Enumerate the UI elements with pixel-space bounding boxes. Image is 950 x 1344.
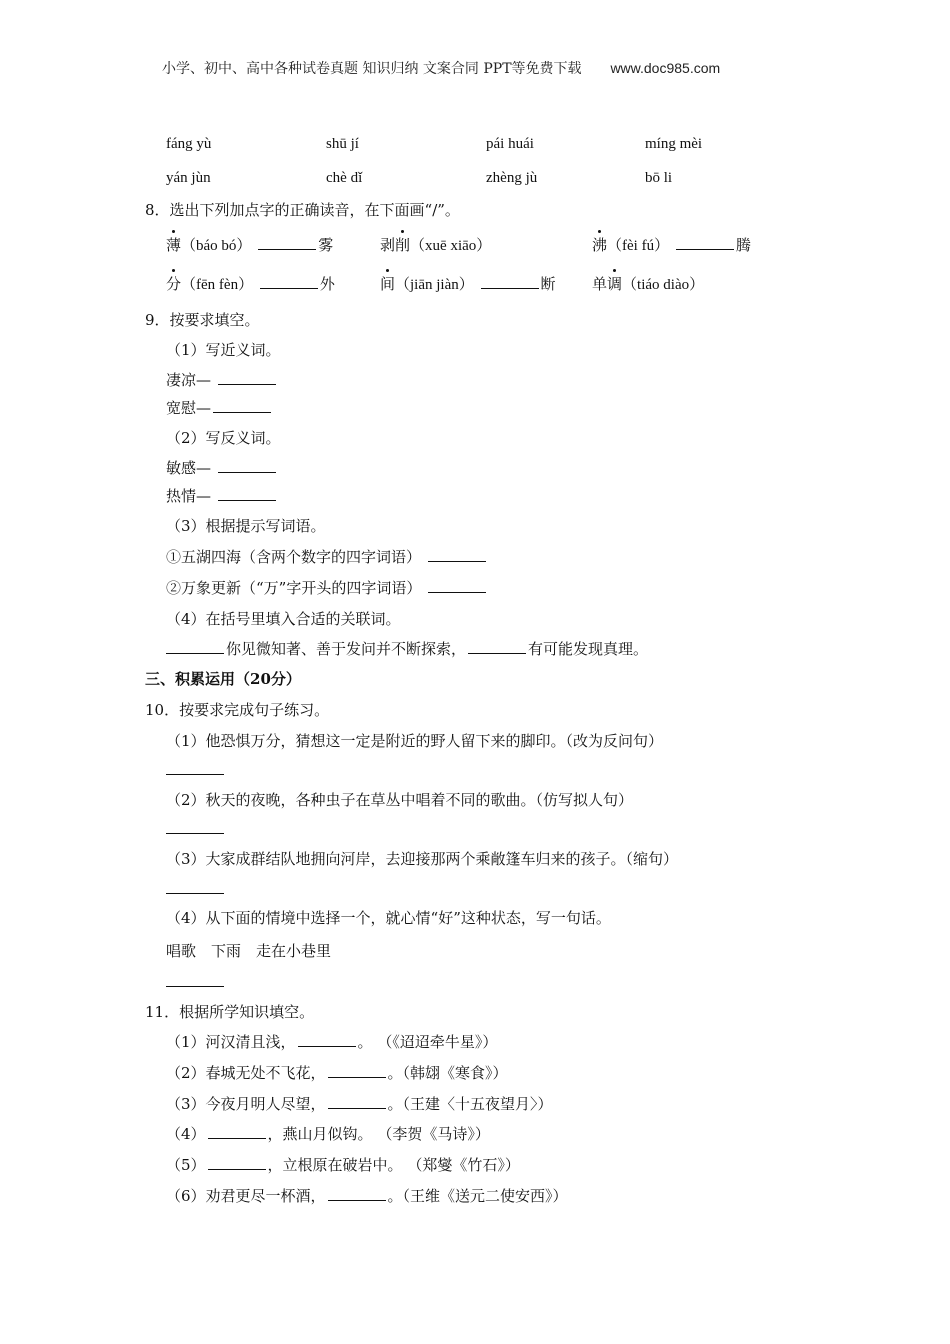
prompt-text: ②万象更新（“万”字开头的四字词语） xyxy=(166,579,422,597)
prompt-text: ①五湖四海（含两个数字的四字词语） xyxy=(166,548,422,566)
reading-options: （tiáo diào） xyxy=(622,277,705,293)
prompt-word: 宽慰— xyxy=(166,399,212,417)
prompt-word: 凄凉— xyxy=(166,371,212,389)
question-10-title: 10．按要求完成句子练习。 xyxy=(145,701,330,719)
prompt-word: 热情— xyxy=(166,487,212,505)
q9-synonym-2 xyxy=(166,398,273,418)
header-left-text: 小学、初中、高中各种试卷真题 知识归纳 文案合同 PPT等免费下载 xyxy=(162,61,582,77)
answer-blank[interactable] xyxy=(166,760,224,775)
q9-part4-label: （4）在括号里填入合适的关联词。 xyxy=(166,610,401,628)
answer-blank[interactable] xyxy=(208,1155,266,1170)
word-prefix: 单 xyxy=(592,275,608,293)
q9-idiom-1 xyxy=(166,547,488,567)
q10-sentence-2: （2）秋天的夜晚，各种虫子在草丛中唱着不同的歌曲。（仿写拟人句） xyxy=(166,791,634,809)
poem-prefix: （6）劝君更尽一杯酒， xyxy=(166,1187,326,1205)
answer-blank[interactable] xyxy=(298,1032,356,1047)
q8-item-bao xyxy=(166,235,333,256)
sentence-end: 有可能发现真理。 xyxy=(528,640,649,658)
q8-item-xue xyxy=(380,235,491,256)
poem-prefix: （5） xyxy=(166,1156,206,1174)
answer-blank[interactable] xyxy=(260,274,318,289)
poem-suffix: 。（韩翃《寒食》） xyxy=(387,1064,508,1082)
dotted-char: 薄 xyxy=(166,236,182,254)
answer-blank[interactable] xyxy=(166,639,224,654)
q9-antonym-1 xyxy=(166,458,278,478)
poem-suffix: 。 （《迢迢牵牛星》） xyxy=(357,1033,498,1051)
poem-prefix: （3）今夜月明人尽望， xyxy=(166,1095,326,1113)
q9-part1-label: （1）写近义词。 xyxy=(166,341,281,359)
q10-answer-1 xyxy=(166,760,224,780)
q9-conjunction-sentence xyxy=(166,639,648,659)
pinyin-item: yán jùn xyxy=(166,170,211,186)
word-tail: 外 xyxy=(319,275,335,293)
q9-part3-label: （3）根据提示写词语。 xyxy=(166,517,326,535)
q10-answer-4 xyxy=(166,972,224,992)
answer-blank[interactable] xyxy=(676,235,734,250)
q11-line-1 xyxy=(166,1032,497,1052)
q10-answer-2 xyxy=(166,819,224,839)
answer-blank[interactable] xyxy=(328,1094,386,1109)
pinyin-item: fáng yù xyxy=(166,136,212,152)
q11-line-6 xyxy=(166,1186,568,1206)
word-tail: 雾 xyxy=(318,236,334,254)
answer-blank[interactable] xyxy=(328,1186,386,1201)
reading-options: （xuē xiāo） xyxy=(410,238,492,254)
reading-options: （fēn fèn） xyxy=(181,277,254,293)
answer-blank[interactable] xyxy=(166,972,224,987)
dotted-char: 间 xyxy=(380,275,396,293)
answer-blank[interactable] xyxy=(166,879,224,894)
prompt-word: 敏感— xyxy=(166,459,212,477)
q10-answer-3 xyxy=(166,879,224,899)
dotted-char: 调 xyxy=(607,275,623,293)
answer-blank[interactable] xyxy=(258,235,316,250)
poem-prefix: （2）春城无处不飞花， xyxy=(166,1064,326,1082)
answer-blank[interactable] xyxy=(428,547,486,562)
q11-line-4 xyxy=(166,1124,490,1144)
answer-blank[interactable] xyxy=(468,639,526,654)
section-3-heading: 三、积累运用（20分） xyxy=(145,670,301,688)
answer-blank[interactable] xyxy=(208,1124,266,1139)
question-8-title: 8．选出下列加点字的正确读音，在下面画“/”。 xyxy=(145,201,460,219)
pinyin-item: pái huái xyxy=(486,136,534,152)
q11-line-3 xyxy=(166,1094,553,1114)
answer-blank[interactable] xyxy=(166,819,224,834)
answer-blank[interactable] xyxy=(428,578,486,593)
q9-synonym-1 xyxy=(166,370,278,390)
q10-scenario-options: 唱歌 下雨 走在小巷里 xyxy=(166,942,332,960)
answer-blank[interactable] xyxy=(218,370,276,385)
answer-blank[interactable] xyxy=(218,486,276,501)
answer-blank[interactable] xyxy=(328,1063,386,1078)
q10-sentence-4: （4）从下面的情境中选择一个，就心情“好”这种状态，写一句话。 xyxy=(166,909,611,927)
word-tail: 断 xyxy=(540,275,556,293)
q9-part2-label: （2）写反义词。 xyxy=(166,429,281,447)
poem-suffix: ，燕山月似钩。 （李贺《马诗》） xyxy=(267,1125,490,1143)
q11-line-2 xyxy=(166,1063,508,1083)
page-header xyxy=(162,58,720,79)
word-tail: 腾 xyxy=(735,236,751,254)
pinyin-item: bō li xyxy=(645,170,673,186)
answer-blank[interactable] xyxy=(218,458,276,473)
reading-options: （fèi fú） xyxy=(607,238,670,254)
reading-options: （jiān jiàn） xyxy=(395,277,474,293)
word-prefix: 剥 xyxy=(380,236,396,254)
pinyin-item: chè dǐ xyxy=(326,170,363,186)
pinyin-item: shū jí xyxy=(326,136,359,152)
q9-antonym-2 xyxy=(166,486,278,506)
question-9-title: 9．按要求填空。 xyxy=(145,311,260,329)
dotted-char: 分 xyxy=(166,275,182,293)
dotted-char: 削 xyxy=(395,236,411,254)
dotted-char: 沸 xyxy=(592,236,608,254)
q8-item-fen xyxy=(166,274,335,295)
q10-sentence-1: （1）他恐惧万分，猜想这一定是附近的野人留下来的脚印。（改为反问句） xyxy=(166,732,664,750)
q8-item-fei xyxy=(592,235,751,256)
poem-suffix: 。（王建〈十五夜望月〉） xyxy=(387,1095,553,1113)
reading-options: （báo bó） xyxy=(181,238,252,254)
q11-line-5 xyxy=(166,1155,520,1175)
question-11-title: 11．根据所学知识填空。 xyxy=(145,1003,315,1021)
poem-suffix: 。（王维《送元二使安西》） xyxy=(387,1187,568,1205)
q9-idiom-2 xyxy=(166,578,488,598)
sentence-middle: 你见微知著、善于发问并不断探索， xyxy=(226,640,467,658)
header-website-link[interactable]: www.doc985.com xyxy=(610,60,721,76)
pinyin-item: zhèng jù xyxy=(486,170,538,186)
pinyin-item: míng mèi xyxy=(645,136,703,152)
poem-prefix: （4） xyxy=(166,1125,206,1143)
poem-prefix: （1）河汉清且浅， xyxy=(166,1033,296,1051)
q10-sentence-3: （3）大家成群结队地拥向河岸，去迎接那两个乘敞篷车归来的孩子。（缩句） xyxy=(166,850,679,868)
poem-suffix: ，立根原在破岩中。 （郑燮《竹石》） xyxy=(267,1156,520,1174)
q8-item-tiao xyxy=(592,274,704,295)
q8-item-jian xyxy=(380,274,556,295)
answer-blank[interactable] xyxy=(481,274,539,289)
answer-blank[interactable] xyxy=(213,398,271,413)
